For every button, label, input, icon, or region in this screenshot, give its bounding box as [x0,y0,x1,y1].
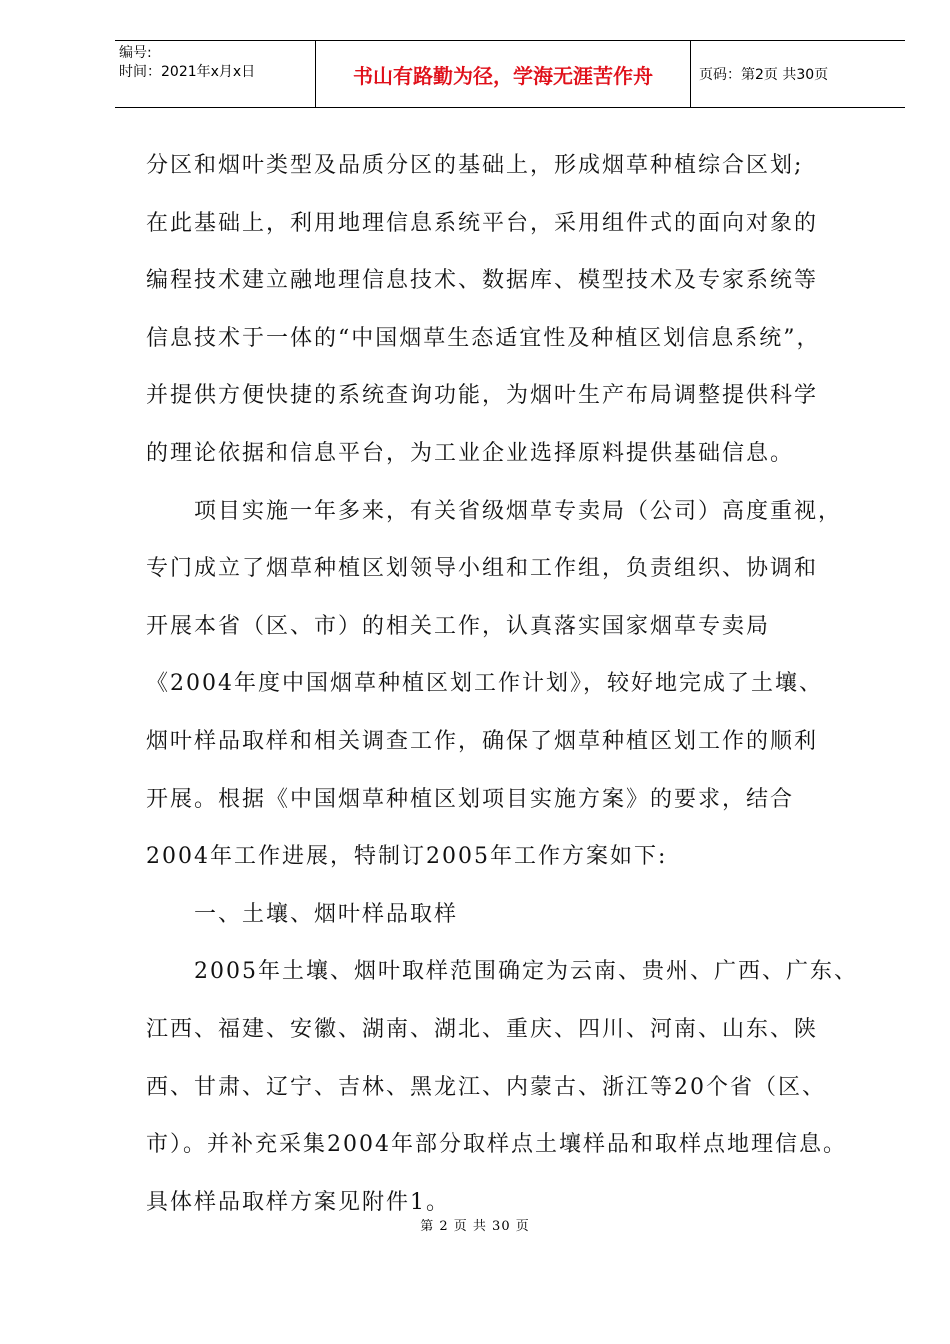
body-line: 《2004年度中国烟草种植区划工作计划》，较好地完成了土壤、 [146,671,823,697]
body-line: 开展。根据《中国烟草种植区划项目实施方案》的要求，结合 [146,786,795,812]
body-line: 在此基础上，利用地理信息系统平台，采用组件式的面向对象的 [146,210,819,236]
body-line: 专门成立了烟草种植区划领导小组和工作组，负责组织、协调和 [146,556,819,582]
page-header [115,40,905,108]
body-line: 开展本省（区、市）的相关工作，认真落实国家烟草专卖局 [146,613,771,639]
page-footer: 第 2 页 共 30 页 [420,1219,530,1234]
paragraph-start-line: 2005年土壤、烟叶取样范围确定为云南、贵州、广西、广东、 [194,959,858,985]
body-line: 信息技术于一体的“中国烟草生态适宜性及种植区划信息系统”， [146,325,821,351]
body-line: 具体样品取样方案见附件1。 [146,1189,450,1215]
body-line: 编程技术建立融地理信息技术、数据库、模型技术及专家系统等 [146,268,819,294]
body-line: 西、甘肃、辽宁、吉林、黑龙江、内蒙古、浙江等20个省（区、 [146,1074,826,1100]
document-time-label: 时间：2021年x月x日 [119,64,256,80]
body-line: 江西、福建、安徽、湖南、湖北、重庆、四川、河南、山东、陕 [146,1016,819,1042]
document-body [146,137,866,1231]
body-line: 分区和烟叶类型及品质分区的基础上，形成烟草种植综合区划; [146,153,804,178]
section-heading: 一、土壤、烟叶样品取样 [194,901,459,927]
header-meta [115,41,316,107]
body-line: 烟叶样品取样和相关调查工作，确保了烟草种植区划工作的顺利 [146,728,819,754]
header-page-info: 页码：第2页 共30页 [699,67,829,83]
body-line: 的理论依据和信息平台，为工业企业选择原料提供基础信息。 [146,440,795,466]
body-line: 2004年工作进展，特制订2005年工作方案如下: [146,844,668,870]
body-line: 市）。并补充采集2004年部分取样点土壤样品和取样点地理信息。 [146,1132,847,1158]
document-number-label: 编号: [119,45,152,61]
header-motto: 书山有路勤为径，学海无涯苦作舟 [316,41,691,107]
body-line: 并提供方便快捷的系统查询功能，为烟叶生产布局调整提供科学 [146,383,819,409]
paragraph-start-line: 项目实施一年多来，有关省级烟草专卖局（公司）高度重视， [194,498,843,524]
